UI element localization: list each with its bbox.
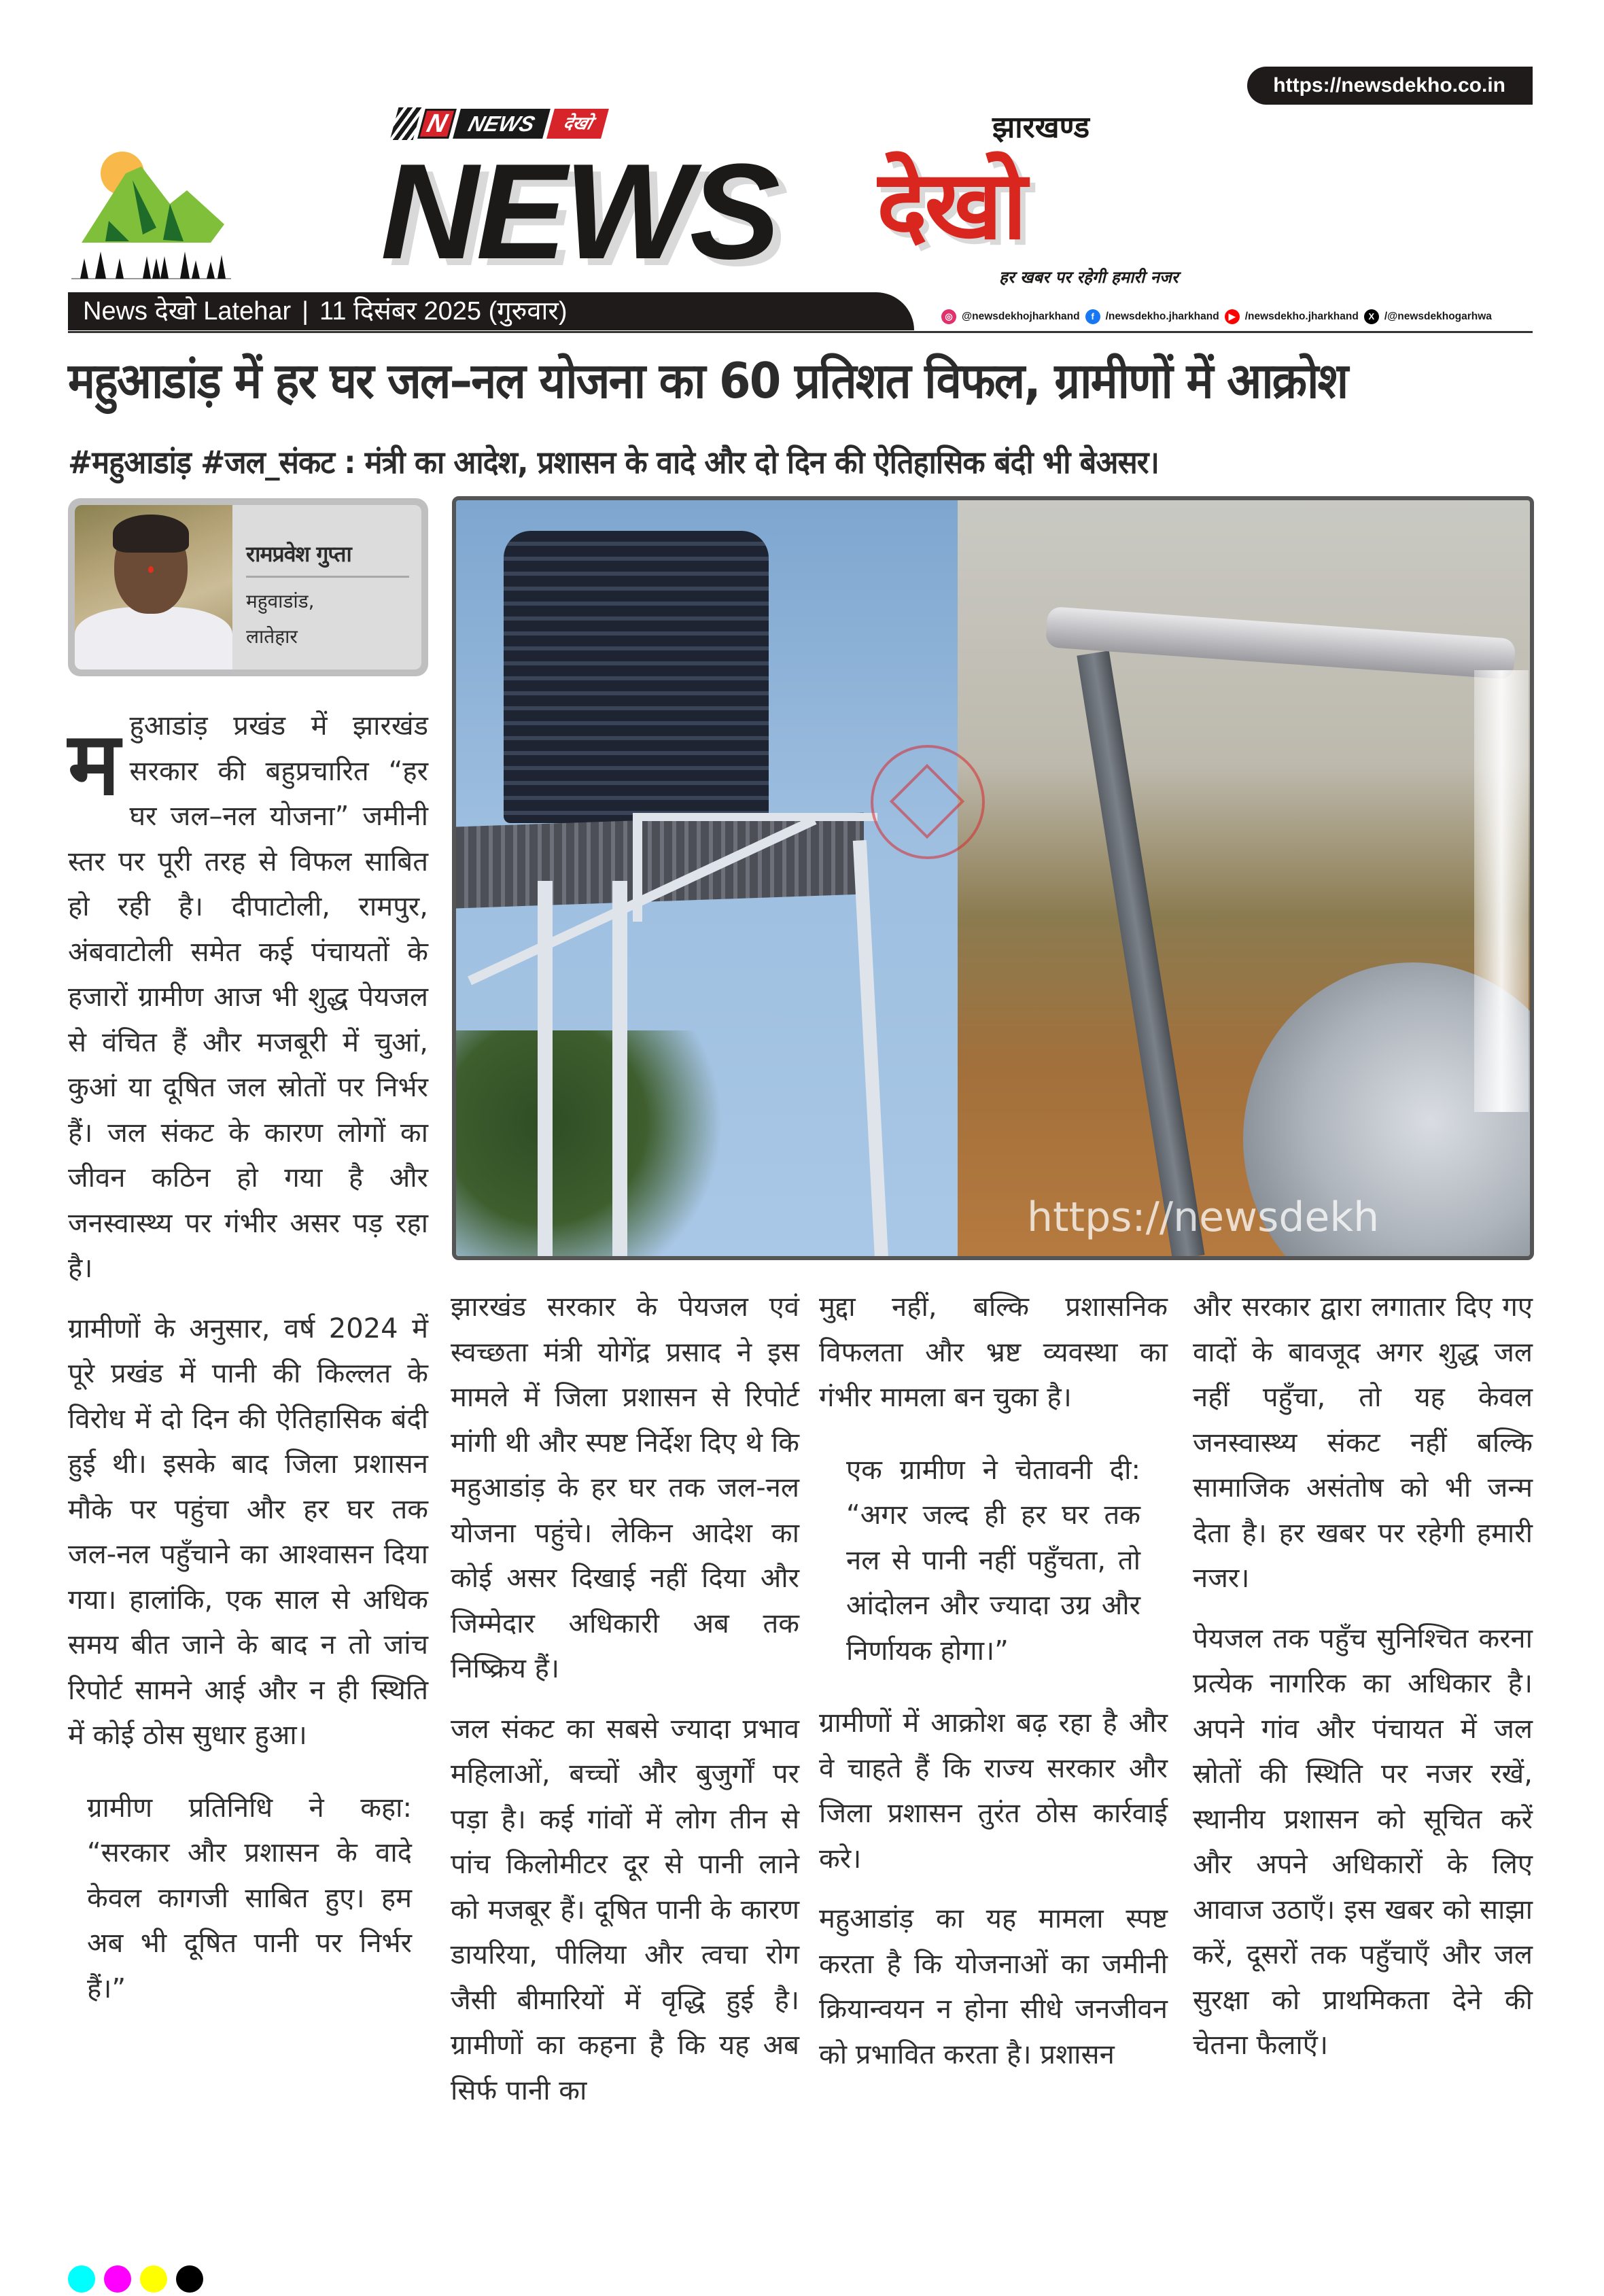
social-handle-x[interactable]: /@newsdekhogarhwa xyxy=(1384,311,1492,322)
article-quote: ग्रामीण प्रतिनिधि ने कहा: “सरकार और प्रशासन के वादे केवल कागजी साबित हुए। हम अब भी दूषित पानी पर निर्भर हैं।” xyxy=(87,1792,412,2004)
facebook-icon: f xyxy=(1085,309,1100,324)
author-divider xyxy=(246,576,409,578)
masthead-tagline: हर खबर पर रहेगी हमारी नजर xyxy=(999,268,1179,287)
article-column-4 xyxy=(1193,1285,1533,2083)
youtube-icon: ▶ xyxy=(1225,309,1240,324)
water-tank-photo xyxy=(456,500,958,1256)
social-handle-facebook[interactable]: /newsdekho.jharkhand xyxy=(1105,311,1219,322)
magenta-dot-icon xyxy=(104,2265,131,2293)
masthead-dekho: देखो xyxy=(877,150,1025,261)
drop-cap: म xyxy=(68,714,120,815)
article-photo xyxy=(452,496,1534,1260)
watermark-stamp-icon xyxy=(871,745,985,859)
edition-date: 11 दिसंबर 2025 (गुरुवार) xyxy=(319,297,568,326)
article-paragraph: और सरकार द्वारा लगातार दिए गए वादों के बावजूद अगर शुद्ध जल नहीं पहुँचा, तो यह केवल जनस्वास्थ्य संकट नहीं बल्कि सामाजिक असंतोष को भी जन्म देता है। हर खबर पर रहेगी हमारी नजर। xyxy=(1193,1291,1533,1594)
article-paragraph: ग्रामीणों में आक्रोश बढ़ रहा है और वे चाहते हैं कि राज्य सरकार और जिला प्रशासन तुरंत ठोस कार्रवाई करे। xyxy=(819,1707,1168,1875)
article-headline: महुआडांड़ में हर घर जल–नल योजना का 60 प्रतिशत विफल, ग्रामीणों में आक्रोश xyxy=(68,352,1348,409)
badge-news-word: NEWS xyxy=(453,109,551,139)
masthead-state: झारखण्ड xyxy=(992,110,1090,145)
cyan-dot-icon xyxy=(68,2265,95,2293)
article-column-3 xyxy=(819,1285,1168,2092)
paragraph-text: हुआडांड़ प्रखंड में झारखंड सरकार की बहुप्रचारित “हर घर जल–नल योजना” जमीनी स्तर पर पूरी तरह से विफल साबित हो रही है। दीपाटोली, रामपुर, अंबवाटोली समेत कई पंचायतों के हजारों ग्रामीण आज भी शुद्ध पेयजल से वंचित हैं और मजबूरी में चुआं, कुआं या दूषित जल स्रोतों पर निर्भर हैं। जल संकट के कारण लोगों का जीवन कठिन हो गया है और जनस्वास्थ्य पर गंभीर असर पड़ रहा है। xyxy=(68,710,428,1284)
black-dot-icon xyxy=(176,2265,203,2293)
x-icon: X xyxy=(1364,309,1379,324)
social-links xyxy=(941,306,1492,328)
article-paragraph: जल संकट का सबसे ज्यादा प्रभाव महिलाओं, बच्चों और बुजुर्गों पर पड़ा है। कई गांवों में लोग तीन से पांच किलोमीटर दूर से पानी लाने को मजबूर हैं। दूषित पानी के कारण डायरिया, पीलिया और त्वचा रोग जैसी बीमारियों में वृद्धि हुई है। ग्रामीणों का कहना है कि यह अब सिर्फ पानी का xyxy=(451,1713,799,2106)
article-quote: एक ग्रामीण ने चेतावनी दी: “अगर जल्द ही हर घर तक नल से पानी नहीं पहुँचता, तो आंदोलन और ज्यादा उग्र और निर्णायक होगा।” xyxy=(846,1454,1140,1667)
article-paragraph: ग्रामीणों के अनुसार, वर्ष 2024 में पूरे प्रखंड में पानी की किल्लत के विरोध में दो दिन की ऐतिहासिक बंदी हुई थी। इसके बाद जिला प्रशासन मौके पर पहुंचा और हर घर तक जल-नल पहुँचाने का आश्वासन दिया गया। हालांकि, एक साल से अधिक समय बीत जाने के बाद न तो जांच रिपोर्ट सामने आई और न ही स्थिति में कोई ठोस सुधार हुआ। xyxy=(68,1312,428,1751)
tap-photo xyxy=(958,500,1530,1256)
edition-name: News देखो Latehar xyxy=(83,297,292,326)
article-column-1 xyxy=(68,703,428,2026)
article-paragraph: मुद्दा नहीं, बल्कि प्रशासनिक विफलता और भ्रष्ट व्यवस्था का गंभीर मामला बन चुका है। xyxy=(819,1291,1168,1413)
author-avatar xyxy=(75,505,232,669)
author-name: रामप्रवेश गुप्ता xyxy=(246,541,351,567)
website-url-badge[interactable]: https://newsdekho.co.in xyxy=(1247,67,1533,105)
social-handle-youtube[interactable]: /newsdekho.jharkhand xyxy=(1244,311,1359,322)
article-column-2 xyxy=(451,1285,799,2128)
author-location-line1: महुवाडांड, xyxy=(246,590,315,612)
edition-separator: | xyxy=(302,297,309,326)
news-dekho-mini-badge xyxy=(394,107,605,140)
author-card xyxy=(68,498,428,676)
article-paragraph: झारखंड सरकार के पेयजल एवं स्वच्छता मंत्री योगेंद्र प्रसाद ने इस मामले में जिला प्रशासन से रिपोर्ट मांगी थी और स्पष्ट निर्देश दिए थे कि महुआडांड़ के हर घर तक जल-नल योजना पहुंचे। लेकिन आदेश का कोई असर दिखाई नहीं दिया और जिम्मेदार अधिकारी अब तक निष्क्रिय हैं। xyxy=(451,1291,799,1684)
article-paragraph: पेयजल तक पहुँच सुनिश्चित करना प्रत्येक नागरिक का अधिकार है। अपने गांव और पंचायत में जल स्रोतों की स्थिति पर नजर रखें, स्थानीय प्रशासन को सूचित करें और अपने अधिकारों के लिए आवाज उठाएँ। इस खबर को साझा करें, दूसरों तक पहुँचाएँ और जल सुरक्षा को प्राथमिकता देने की चेतना फैलाएँ। xyxy=(1193,1622,1533,2061)
mountain-logo-icon xyxy=(68,139,360,292)
article-subhead: #महुआडांड़ #जल_संकट : मंत्री का आदेश, प्रशासन के वादे और दो दिन की ऐतिहासिक बंदी भी बेअसर। xyxy=(68,444,1159,481)
edition-date-strip xyxy=(68,292,914,330)
author-location-line2: लातेहार xyxy=(246,625,298,648)
masthead-news: NEWS xyxy=(381,144,778,280)
badge-n-letter: N xyxy=(417,109,457,139)
badge-stripes xyxy=(390,107,422,140)
social-handle-instagram[interactable]: @newsdekhojharkhand xyxy=(962,311,1080,322)
badge-dekho-word: देखो xyxy=(546,109,609,139)
author-location xyxy=(246,584,315,655)
instagram-icon: ◎ xyxy=(941,309,956,324)
header-rule xyxy=(68,331,1533,333)
cmyk-registration-marks xyxy=(68,2265,203,2293)
yellow-dot-icon xyxy=(140,2265,167,2293)
article-paragraph: महुआडांड़ का यह मामला स्पष्ट करता है कि योजनाओं का जमीनी क्रियान्वयन न होना सीधे जनजीवन को प्रभावित करता है। प्रशासन xyxy=(819,1903,1168,2070)
photo-url-watermark: https://newsdekh xyxy=(1027,1194,1380,1241)
article-paragraph xyxy=(68,703,428,1291)
